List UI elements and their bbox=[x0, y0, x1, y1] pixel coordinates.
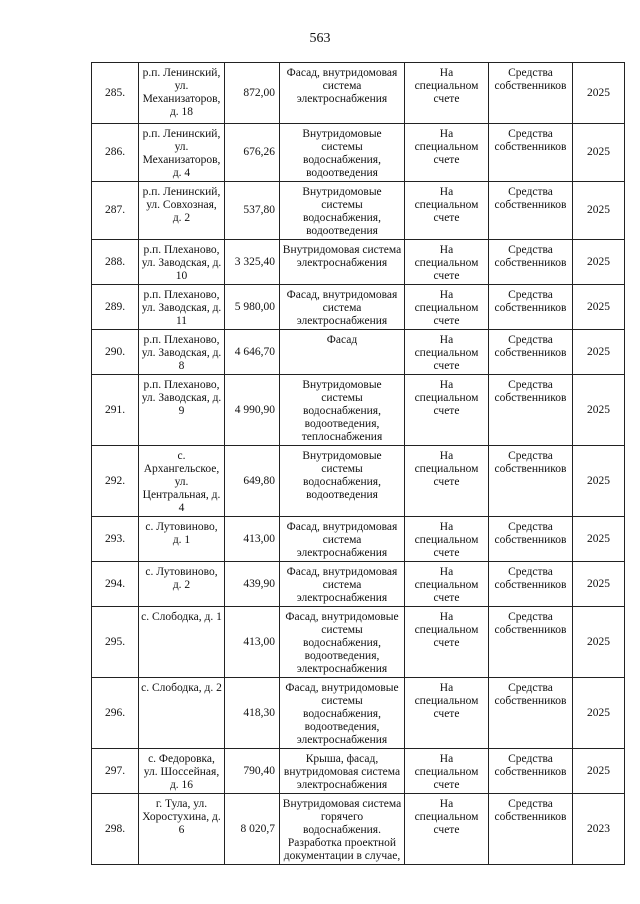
account-cell: На специальном счете bbox=[405, 794, 489, 865]
area-cell: 418,30 bbox=[225, 678, 280, 749]
year-cell: 2025 bbox=[573, 63, 625, 124]
table-row bbox=[92, 678, 625, 749]
address-cell: с. Лутовиново, д. 1 bbox=[139, 517, 225, 562]
year-cell: 2025 bbox=[573, 607, 625, 678]
area-cell: 413,00 bbox=[225, 607, 280, 678]
address-cell: с. Федоровка, ул. Шоссейная, д. 16 bbox=[139, 749, 225, 794]
table-row bbox=[92, 517, 625, 562]
year-cell: 2025 bbox=[573, 240, 625, 285]
year-cell: 2025 bbox=[573, 446, 625, 517]
table-row bbox=[92, 330, 625, 375]
address-cell: р.п. Ленинский, ул. Совхозная, д. 2 bbox=[139, 182, 225, 240]
account-cell: На специальном счете bbox=[405, 446, 489, 517]
funding-source-cell: Средства собственников bbox=[489, 446, 573, 517]
address-cell: с. Слободка, д. 1 bbox=[139, 607, 225, 678]
account-cell: На специальном счете bbox=[405, 517, 489, 562]
year-cell: 2025 bbox=[573, 124, 625, 182]
area-cell: 649,80 bbox=[225, 446, 280, 517]
funding-source-cell: Средства собственников bbox=[489, 749, 573, 794]
row-number: 295. bbox=[92, 607, 139, 678]
table-row bbox=[92, 794, 625, 865]
page-number: 563 bbox=[309, 31, 331, 46]
row-number: 292. bbox=[92, 446, 139, 517]
row-number: 285. bbox=[92, 63, 139, 124]
funding-source-cell: Средства собственников bbox=[489, 240, 573, 285]
account-cell: На специальном счете bbox=[405, 562, 489, 607]
area-cell: 3 325,40 bbox=[225, 240, 280, 285]
row-number: 293. bbox=[92, 517, 139, 562]
year-cell: 2025 bbox=[573, 678, 625, 749]
row-number: 287. bbox=[92, 182, 139, 240]
table-row bbox=[92, 562, 625, 607]
year-cell: 2025 bbox=[573, 517, 625, 562]
funding-source-cell: Средства собственников bbox=[489, 124, 573, 182]
year-cell: 2025 bbox=[573, 562, 625, 607]
works-cell: Фасад, внутридомовая система электроснабжения bbox=[280, 562, 405, 607]
area-cell: 413,00 bbox=[225, 517, 280, 562]
year-cell: 2025 bbox=[573, 375, 625, 446]
year-cell: 2025 bbox=[573, 182, 625, 240]
address-cell: р.п. Плеханово, ул. Заводская, д. 8 bbox=[139, 330, 225, 375]
account-cell: На специальном счете bbox=[405, 285, 489, 330]
works-cell: Фасад, внутридомовая система электроснабжения bbox=[280, 63, 405, 124]
account-cell: На специальном счете bbox=[405, 63, 489, 124]
area-cell: 439,90 bbox=[225, 562, 280, 607]
row-number: 298. bbox=[92, 794, 139, 865]
account-cell: На специальном счете bbox=[405, 749, 489, 794]
funding-source-cell: Средства собственников bbox=[489, 678, 573, 749]
year-cell: 2023 bbox=[573, 794, 625, 865]
works-cell: Внутридомовая система горячего водоснабжения. Разработка проектной документации в случае, bbox=[280, 794, 405, 865]
table-row bbox=[92, 446, 625, 517]
works-cell: Фасад, внутридомовые системы водоснабжения, водоотведения, электроснабжения bbox=[280, 607, 405, 678]
funding-source-cell: Средства собственников bbox=[489, 607, 573, 678]
row-number: 290. bbox=[92, 330, 139, 375]
works-cell: Внутридомовые системы водоснабжения, водоотведения bbox=[280, 124, 405, 182]
works-cell: Внутридомовые системы водоснабжения, водоотведения bbox=[280, 446, 405, 517]
address-cell: с. Архангельское, ул. Центральная, д. 4 bbox=[139, 446, 225, 517]
funding-source-cell: Средства собственников bbox=[489, 330, 573, 375]
funding-source-cell: Средства собственников bbox=[489, 517, 573, 562]
funding-source-cell: Средства собственников bbox=[489, 182, 573, 240]
account-cell: На специальном счете bbox=[405, 182, 489, 240]
row-number: 296. bbox=[92, 678, 139, 749]
funding-source-cell: Средства собственников bbox=[489, 285, 573, 330]
works-cell: Фасад bbox=[280, 330, 405, 375]
row-number: 289. bbox=[92, 285, 139, 330]
table-row bbox=[92, 375, 625, 446]
funding-source-cell: Средства собственников bbox=[489, 794, 573, 865]
works-cell: Внутридомовые системы водоснабжения, водоотведения bbox=[280, 182, 405, 240]
account-cell: На специальном счете bbox=[405, 240, 489, 285]
row-number: 294. bbox=[92, 562, 139, 607]
area-cell: 676,26 bbox=[225, 124, 280, 182]
area-cell: 537,80 bbox=[225, 182, 280, 240]
account-cell: На специальном счете bbox=[405, 607, 489, 678]
address-cell: р.п. Плеханово, ул. Заводская, д. 10 bbox=[139, 240, 225, 285]
address-cell: с. Лутовиново, д. 2 bbox=[139, 562, 225, 607]
account-cell: На специальном счете bbox=[405, 678, 489, 749]
capital-repair-table bbox=[91, 62, 625, 865]
works-cell: Внутридомовые системы водоснабжения, водоотведения, теплоснабжения bbox=[280, 375, 405, 446]
address-cell: г. Тула, ул. Хоростухина, д. 6 bbox=[139, 794, 225, 865]
area-cell: 5 980,00 bbox=[225, 285, 280, 330]
table-row bbox=[92, 182, 625, 240]
funding-source-cell: Средства собственников bbox=[489, 562, 573, 607]
address-cell: р.п. Плеханово, ул. Заводская, д. 11 bbox=[139, 285, 225, 330]
works-cell: Внутридомовая система электроснабжения bbox=[280, 240, 405, 285]
table-row bbox=[92, 240, 625, 285]
area-cell: 790,40 bbox=[225, 749, 280, 794]
address-cell: р.п. Ленинский, ул. Механизаторов, д. 4 bbox=[139, 124, 225, 182]
funding-source-cell: Средства собственников bbox=[489, 375, 573, 446]
table-row bbox=[92, 285, 625, 330]
account-cell: На специальном счете bbox=[405, 375, 489, 446]
area-cell: 872,00 bbox=[225, 63, 280, 124]
works-cell: Фасад, внутридомовые системы водоснабжения, водоотведения, электроснабжения bbox=[280, 678, 405, 749]
works-cell: Фасад, внутридомовая система электроснабжения bbox=[280, 285, 405, 330]
address-cell: р.п. Плеханово, ул. Заводская, д. 9 bbox=[139, 375, 225, 446]
row-number: 288. bbox=[92, 240, 139, 285]
table-body bbox=[92, 63, 625, 865]
table-row bbox=[92, 607, 625, 678]
row-number: 286. bbox=[92, 124, 139, 182]
year-cell: 2025 bbox=[573, 285, 625, 330]
table-row bbox=[92, 749, 625, 794]
area-cell: 4 646,70 bbox=[225, 330, 280, 375]
area-cell: 8 020,7 bbox=[225, 794, 280, 865]
row-number: 297. bbox=[92, 749, 139, 794]
area-cell: 4 990,90 bbox=[225, 375, 280, 446]
row-number: 291. bbox=[92, 375, 139, 446]
year-cell: 2025 bbox=[573, 749, 625, 794]
address-cell: р.п. Ленинский, ул. Механизаторов, д. 18 bbox=[139, 63, 225, 124]
table-row bbox=[92, 63, 625, 124]
account-cell: На специальном счете bbox=[405, 124, 489, 182]
works-cell: Фасад, внутридомовая система электроснабжения bbox=[280, 517, 405, 562]
funding-source-cell: Средства собственников bbox=[489, 63, 573, 124]
table-row bbox=[92, 124, 625, 182]
year-cell: 2025 bbox=[573, 330, 625, 375]
address-cell: с. Слободка, д. 2 bbox=[139, 678, 225, 749]
account-cell: На специальном счете bbox=[405, 330, 489, 375]
works-cell: Крыша, фасад, внутридомовая система электроснабжения bbox=[280, 749, 405, 794]
